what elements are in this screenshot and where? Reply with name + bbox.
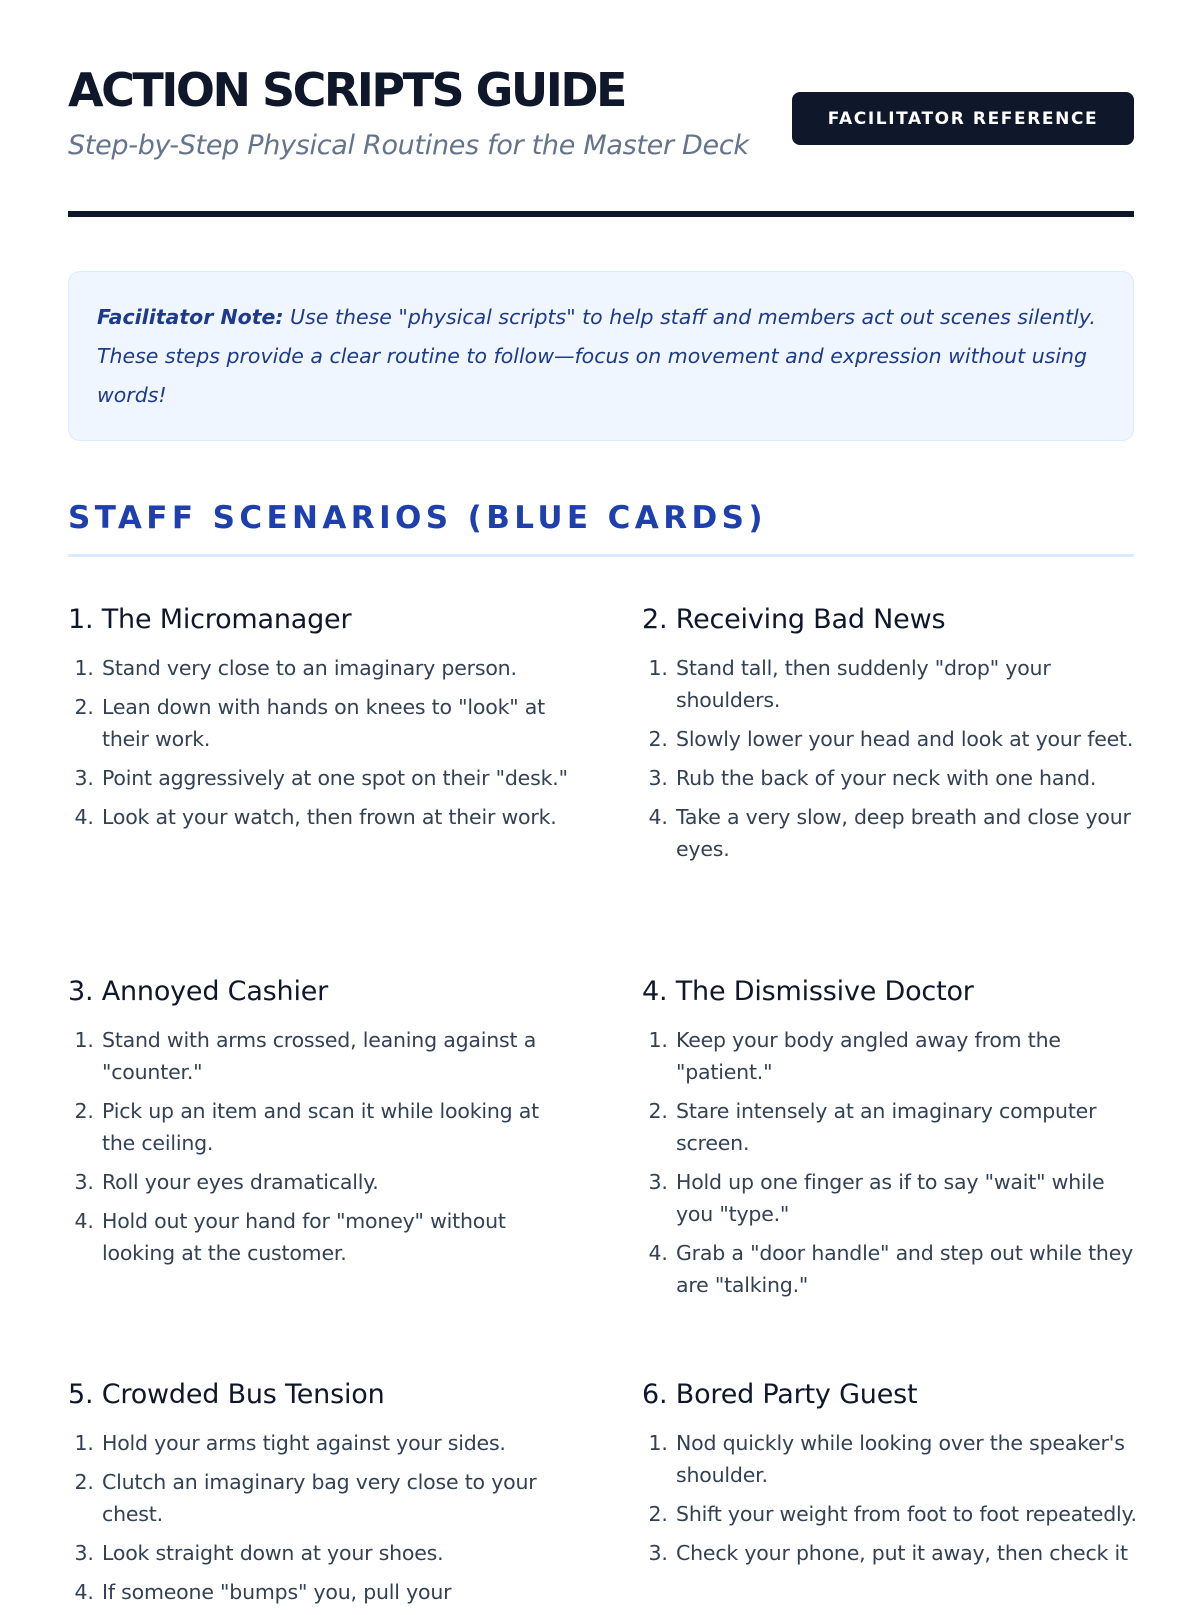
step-item: 3. Look straight down at your shoes.	[100, 1537, 568, 1569]
step-item: 1. Stand tall, then suddenly "drop" your shoulders.	[674, 652, 1142, 716]
scenario-dismissive-doctor	[642, 972, 1142, 1308]
facilitator-note-text: Use these "physical scripts" to help staff and members act out scenes silently. These steps provide a clear routine to follow—focus on movement and expression without using words!	[97, 305, 1096, 407]
scenario-title: 2. Receiving Bad News	[642, 604, 946, 635]
step-list	[68, 1024, 568, 1269]
document-header	[68, 0, 1134, 218]
facilitator-note	[68, 271, 1134, 441]
step-list	[642, 652, 1142, 865]
step-item: 2. Lean down with hands on knees to "look" at their work.	[100, 691, 568, 755]
step-list	[642, 1024, 1142, 1301]
step-item: 2. Stare intensely at an imaginary computer screen.	[674, 1095, 1142, 1159]
section-heading-staff-scenarios: STAFF SCENARIOS (BLUE CARDS)	[68, 500, 767, 536]
scenario-title: 3. Annoyed Cashier	[68, 976, 329, 1007]
step-item: 2. Clutch an imaginary bag very close to your chest.	[100, 1466, 568, 1530]
document-title: ACTION SCRIPTS GUIDE	[68, 63, 625, 117]
step-item: 4. Look at your watch, then frown at their work.	[100, 801, 568, 833]
header-divider	[68, 211, 1134, 217]
step-list	[642, 1427, 1142, 1569]
facilitator-reference-badge: FACILITATOR REFERENCE	[792, 92, 1134, 145]
step-item: 3. Check your phone, put it away, then check it	[674, 1537, 1142, 1569]
step-item: 3. Rub the back of your neck with one hand.	[674, 762, 1142, 794]
scenario-title: 5. Crowded Bus Tension	[68, 1379, 385, 1410]
scenario-title: 1. The Micromanager	[68, 604, 352, 635]
scenario-title: 6. Bored Party Guest	[642, 1379, 918, 1410]
step-item: 4. If someone "bumps" you, pull your	[100, 1576, 568, 1608]
scenario-receiving-bad-news	[642, 600, 1142, 872]
document-subtitle: Step-by-Step Physical Routines for the Master Deck	[68, 130, 749, 161]
step-item: 2. Pick up an item and scan it while looking at the ceiling.	[100, 1095, 568, 1159]
step-item: 3. Hold up one finger as if to say "wait" while you "type."	[674, 1166, 1142, 1230]
scenario-bored-party-guest	[642, 1375, 1142, 1576]
step-item: 3. Roll your eyes dramatically.	[100, 1166, 568, 1198]
document-page	[68, 0, 1137, 1604]
step-list	[68, 652, 568, 833]
scenario-crowded-bus-tension	[68, 1375, 568, 1615]
step-item: 1. Stand with arms crossed, leaning against a "counter."	[100, 1024, 568, 1088]
scenario-title: 4. The Dismissive Doctor	[642, 976, 974, 1007]
facilitator-note-label: Facilitator Note:	[97, 305, 284, 329]
step-item: 1. Hold your arms tight against your sides.	[100, 1427, 568, 1459]
scenario-annoyed-cashier	[68, 972, 568, 1276]
step-item: 1. Nod quickly while looking over the speaker's shoulder.	[674, 1427, 1142, 1491]
step-item: 1. Keep your body angled away from the "patient."	[674, 1024, 1142, 1088]
step-item: 3. Point aggressively at one spot on their "desk."	[100, 762, 568, 794]
step-item: 4. Take a very slow, deep breath and close your eyes.	[674, 801, 1142, 865]
step-item: 4. Hold out your hand for "money" without looking at the customer.	[100, 1205, 568, 1269]
step-item: 2. Shift your weight from foot to foot repeatedly.	[674, 1498, 1142, 1530]
step-item: 4. Grab a "door handle" and step out while they are "talking."	[674, 1237, 1142, 1301]
scenario-micromanager	[68, 600, 568, 840]
step-item: 1. Stand very close to an imaginary person.	[100, 652, 568, 684]
section-divider	[68, 554, 1134, 557]
step-item: 2. Slowly lower your head and look at your feet.	[674, 723, 1142, 755]
step-list	[68, 1427, 568, 1608]
